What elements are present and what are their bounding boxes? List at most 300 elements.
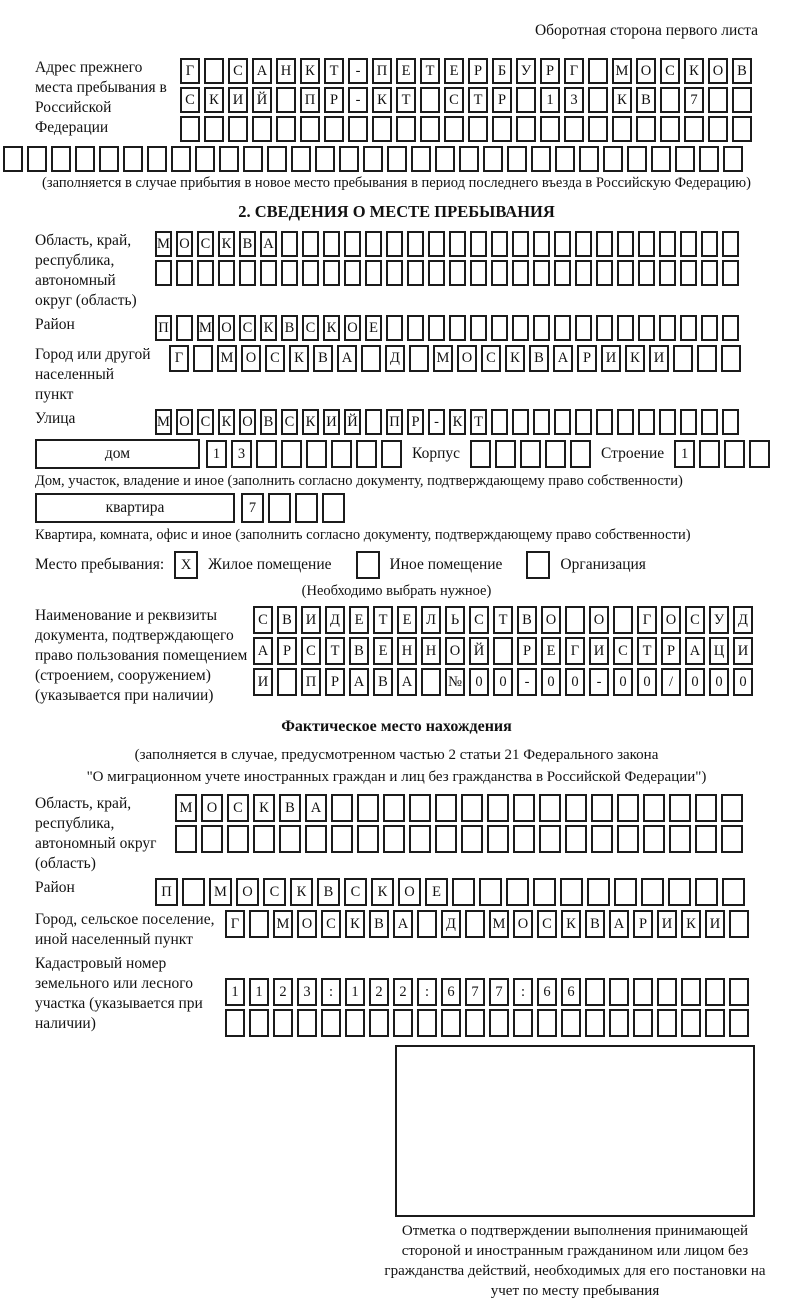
char-box[interactable] [302,231,319,257]
char-box[interactable]: П [372,58,392,84]
char-box[interactable]: С [469,606,489,634]
char-box[interactable]: А [253,637,273,665]
char-box[interactable]: М [273,910,293,938]
char-box[interactable] [596,315,613,341]
char-box[interactable] [281,440,302,468]
char-box[interactable]: Е [541,637,561,665]
char-box[interactable] [591,825,613,853]
char-box[interactable] [428,260,445,286]
char-box[interactable]: С [537,910,557,938]
char-box[interactable] [449,231,466,257]
char-box[interactable] [575,231,592,257]
char-box[interactable] [441,1009,461,1037]
char-box[interactable] [470,231,487,257]
char-box[interactable]: 0 [733,668,753,696]
char-box[interactable] [749,440,770,468]
char-box[interactable] [357,825,379,853]
char-box[interactable]: В [279,794,301,822]
char-box[interactable]: В [281,315,298,341]
char-box[interactable] [659,315,676,341]
char-box[interactable]: Е [444,58,464,84]
char-box[interactable]: Е [373,637,393,665]
char-box[interactable] [564,116,584,142]
char-box[interactable]: 0 [613,668,633,696]
char-box[interactable] [513,825,535,853]
char-box[interactable] [701,231,718,257]
char-box[interactable] [276,116,296,142]
char-box[interactable] [470,260,487,286]
char-box[interactable] [387,146,407,172]
char-box[interactable] [75,146,95,172]
char-box[interactable] [701,409,718,435]
char-box[interactable]: 3 [297,978,317,1006]
char-box[interactable]: Т [420,58,440,84]
char-box[interactable]: А [260,231,277,257]
char-box[interactable] [575,315,592,341]
char-box[interactable]: 6 [561,978,581,1006]
char-box[interactable] [705,978,725,1006]
char-box[interactable]: М [209,878,232,906]
char-box[interactable]: К [218,409,235,435]
char-box[interactable] [273,1009,293,1037]
char-box[interactable]: 1 [674,440,695,468]
char-box[interactable] [617,315,634,341]
char-box[interactable] [489,1009,509,1037]
char-box[interactable] [660,116,680,142]
char-box[interactable] [699,440,720,468]
char-box[interactable] [588,116,608,142]
char-box[interactable]: Р [577,345,597,372]
char-box[interactable] [591,794,613,822]
char-box[interactable]: Н [397,637,417,665]
char-box[interactable] [680,315,697,341]
char-box[interactable] [732,116,752,142]
char-box[interactable] [579,146,599,172]
char-box[interactable] [344,260,361,286]
char-box[interactable] [268,493,291,523]
char-box[interactable]: - [428,409,445,435]
char-box[interactable] [365,409,382,435]
char-box[interactable] [638,260,655,286]
char-box[interactable]: Е [396,58,416,84]
char-box[interactable] [633,1009,653,1037]
char-box[interactable] [428,231,445,257]
char-box[interactable] [204,116,224,142]
char-box[interactable] [695,825,717,853]
char-box[interactable] [386,260,403,286]
char-box[interactable] [561,1009,581,1037]
char-box[interactable] [493,637,513,665]
char-box[interactable] [613,606,633,634]
char-box[interactable] [363,146,383,172]
char-box[interactable] [539,794,561,822]
char-box[interactable] [537,1009,557,1037]
char-box[interactable]: Г [637,606,657,634]
char-box[interactable] [533,260,550,286]
char-box[interactable] [554,260,571,286]
char-box[interactable] [617,825,639,853]
char-box[interactable]: : [417,978,437,1006]
char-box[interactable]: 0 [685,668,705,696]
char-box[interactable] [681,1009,701,1037]
char-box[interactable]: К [684,58,704,84]
char-box[interactable] [585,1009,605,1037]
char-box[interactable]: О [589,606,609,634]
char-box[interactable] [533,409,550,435]
char-box[interactable]: / [661,668,681,696]
char-box[interactable] [339,146,359,172]
char-box[interactable] [657,978,677,1006]
char-box[interactable] [365,260,382,286]
char-box[interactable]: А [393,910,413,938]
char-box[interactable]: У [709,606,729,634]
char-box[interactable]: О [241,345,261,372]
char-box[interactable] [365,231,382,257]
char-box[interactable]: Г [180,58,200,84]
organization-checkbox[interactable] [526,551,550,579]
char-box[interactable]: 3 [564,87,584,113]
char-box[interactable]: О [541,606,561,634]
char-box[interactable] [155,260,172,286]
char-box[interactable] [256,440,277,468]
char-box[interactable] [435,146,455,172]
char-box[interactable] [386,231,403,257]
char-box[interactable]: С [302,315,319,341]
char-box[interactable] [657,1009,677,1037]
char-box[interactable] [722,878,745,906]
char-box[interactable]: В [313,345,333,372]
char-box[interactable] [729,978,749,1006]
char-box[interactable] [417,1009,437,1037]
char-box[interactable]: Г [565,637,585,665]
char-box[interactable]: О [661,606,681,634]
char-box[interactable]: С [180,87,200,113]
char-box[interactable]: Р [277,637,297,665]
char-box[interactable] [596,260,613,286]
char-box[interactable]: У [516,58,536,84]
char-box[interactable]: К [204,87,224,113]
char-box[interactable]: 0 [565,668,585,696]
char-box[interactable]: К [372,87,392,113]
char-box[interactable]: Т [325,637,345,665]
char-box[interactable]: Д [733,606,753,634]
char-box[interactable]: О [297,910,317,938]
char-box[interactable] [699,146,719,172]
char-box[interactable] [305,825,327,853]
char-box[interactable] [421,668,441,696]
char-box[interactable]: 7 [489,978,509,1006]
char-box[interactable]: С [660,58,680,84]
char-box[interactable]: Р [325,668,345,696]
char-box[interactable]: О [176,231,193,257]
char-box[interactable]: И [589,637,609,665]
char-box[interactable]: 2 [369,978,389,1006]
char-box[interactable] [684,116,704,142]
char-box[interactable]: - [348,87,368,113]
char-box[interactable]: А [305,794,327,822]
char-box[interactable]: К [290,878,313,906]
char-box[interactable] [428,315,445,341]
char-box[interactable]: К [323,315,340,341]
char-box[interactable] [449,315,466,341]
char-box[interactable] [175,825,197,853]
char-box[interactable] [636,116,656,142]
char-box[interactable]: Т [468,87,488,113]
char-box[interactable]: 7 [465,978,485,1006]
char-box[interactable] [680,231,697,257]
char-box[interactable] [260,260,277,286]
char-box[interactable] [516,116,536,142]
char-box[interactable]: М [489,910,509,938]
char-box[interactable] [638,315,655,341]
char-box[interactable]: Г [225,910,245,938]
char-box[interactable] [701,260,718,286]
char-box[interactable]: О [218,315,235,341]
char-box[interactable]: 2 [273,978,293,1006]
char-box[interactable]: Д [385,345,405,372]
char-box[interactable]: Т [396,87,416,113]
char-box[interactable]: С [197,231,214,257]
char-box[interactable] [669,794,691,822]
char-box[interactable]: С [253,606,273,634]
char-box[interactable] [361,345,381,372]
char-box[interactable]: И [323,409,340,435]
char-box[interactable]: А [252,58,272,84]
char-box[interactable] [675,146,695,172]
char-box[interactable]: Т [637,637,657,665]
char-box[interactable]: Е [365,315,382,341]
char-box[interactable]: М [175,794,197,822]
char-box[interactable] [554,315,571,341]
char-box[interactable] [204,58,224,84]
char-box[interactable] [483,146,503,172]
char-box[interactable] [520,440,541,468]
char-box[interactable] [356,440,377,468]
char-box[interactable] [554,409,571,435]
char-box[interactable] [201,825,223,853]
char-box[interactable]: С [685,606,705,634]
char-box[interactable] [643,825,665,853]
char-box[interactable]: - [589,668,609,696]
char-box[interactable] [603,146,623,172]
char-box[interactable] [281,260,298,286]
char-box[interactable] [596,409,613,435]
char-box[interactable] [420,87,440,113]
char-box[interactable] [176,260,193,286]
char-box[interactable] [701,315,718,341]
char-box[interactable]: - [348,58,368,84]
char-box[interactable] [555,146,575,172]
char-box[interactable]: Р [633,910,653,938]
char-box[interactable]: С [444,87,464,113]
char-box[interactable]: Ь [445,606,465,634]
char-box[interactable]: 3 [231,440,252,468]
char-box[interactable] [513,794,535,822]
char-box[interactable] [176,315,193,341]
char-box[interactable] [627,146,647,172]
char-box[interactable]: А [337,345,357,372]
char-box[interactable]: Е [349,606,369,634]
char-box[interactable]: О [445,637,465,665]
char-box[interactable]: В [239,231,256,257]
char-box[interactable]: Е [397,606,417,634]
char-box[interactable] [420,116,440,142]
char-box[interactable] [722,315,739,341]
char-box[interactable] [722,231,739,257]
char-box[interactable] [297,1009,317,1037]
char-box[interactable]: С [321,910,341,938]
char-box[interactable]: И [601,345,621,372]
char-box[interactable] [27,146,47,172]
char-box[interactable] [195,146,215,172]
char-box[interactable] [588,87,608,113]
char-box[interactable]: Т [324,58,344,84]
char-box[interactable] [331,440,352,468]
char-box[interactable]: № [445,668,465,696]
char-box[interactable]: 0 [709,668,729,696]
char-box[interactable]: Д [441,910,461,938]
char-box[interactable] [697,345,717,372]
char-box[interactable] [344,231,361,257]
char-box[interactable]: В [277,606,297,634]
char-box[interactable]: К [302,409,319,435]
char-box[interactable]: А [685,637,705,665]
char-box[interactable] [617,409,634,435]
char-box[interactable] [409,825,431,853]
char-box[interactable]: Р [492,87,512,113]
char-box[interactable]: В [636,87,656,113]
char-box[interactable] [669,825,691,853]
char-box[interactable]: И [733,637,753,665]
char-box[interactable] [239,260,256,286]
char-box[interactable]: 1 [225,978,245,1006]
char-box[interactable] [461,794,483,822]
char-box[interactable] [51,146,71,172]
char-box[interactable] [491,409,508,435]
char-box[interactable] [461,825,483,853]
char-box[interactable]: П [300,87,320,113]
char-box[interactable] [249,910,269,938]
char-box[interactable] [295,493,318,523]
char-box[interactable]: 1 [540,87,560,113]
char-box[interactable] [306,440,327,468]
char-box[interactable] [444,116,464,142]
char-box[interactable] [512,260,529,286]
char-box[interactable] [612,116,632,142]
char-box[interactable]: П [155,878,178,906]
char-box[interactable] [323,231,340,257]
char-box[interactable]: Т [373,606,393,634]
char-box[interactable]: Н [276,58,296,84]
char-box[interactable]: И [705,910,725,938]
char-box[interactable]: И [228,87,248,113]
char-box[interactable] [243,146,263,172]
char-box[interactable] [435,825,457,853]
char-box[interactable] [659,409,676,435]
char-box[interactable] [587,878,610,906]
char-box[interactable] [673,345,693,372]
char-box[interactable] [470,315,487,341]
char-box[interactable] [331,794,353,822]
char-box[interactable]: И [301,606,321,634]
char-box[interactable]: С [197,409,214,435]
char-box[interactable] [323,260,340,286]
char-box[interactable] [651,146,671,172]
char-box[interactable]: В [517,606,537,634]
char-box[interactable] [596,231,613,257]
char-box[interactable]: 0 [637,668,657,696]
char-box[interactable] [721,794,743,822]
char-box[interactable]: - [517,668,537,696]
char-box[interactable] [617,794,639,822]
char-box[interactable]: С [263,878,286,906]
char-box[interactable] [123,146,143,172]
char-box[interactable]: 1 [206,440,227,468]
char-box[interactable] [533,231,550,257]
char-box[interactable]: 6 [537,978,557,1006]
char-box[interactable]: И [657,910,677,938]
char-box[interactable]: О [201,794,223,822]
char-box[interactable]: Б [492,58,512,84]
char-box[interactable] [345,1009,365,1037]
char-box[interactable] [722,260,739,286]
char-box[interactable] [277,668,297,696]
char-box[interactable]: И [649,345,669,372]
char-box[interactable] [470,440,491,468]
char-box[interactable]: Д [325,606,345,634]
char-box[interactable] [487,794,509,822]
char-box[interactable] [609,978,629,1006]
char-box[interactable]: В [317,878,340,906]
char-box[interactable]: П [301,668,321,696]
char-box[interactable]: С [239,315,256,341]
char-box[interactable] [386,315,403,341]
char-box[interactable]: Т [470,409,487,435]
char-box[interactable] [680,260,697,286]
char-box[interactable] [3,146,23,172]
char-box[interactable] [516,87,536,113]
char-box[interactable] [281,231,298,257]
char-box[interactable] [491,260,508,286]
char-box[interactable] [459,146,479,172]
char-box[interactable] [468,116,488,142]
char-box[interactable] [723,146,743,172]
char-box[interactable] [641,878,664,906]
char-box[interactable] [465,910,485,938]
char-box[interactable] [276,87,296,113]
char-box[interactable] [575,409,592,435]
char-box[interactable]: Ц [709,637,729,665]
char-box[interactable]: С [227,794,249,822]
char-box[interactable] [322,493,345,523]
char-box[interactable] [539,825,561,853]
char-box[interactable] [171,146,191,172]
house-type-box[interactable]: дом [35,439,200,469]
char-box[interactable] [300,116,320,142]
char-box[interactable]: Н [421,637,441,665]
char-box[interactable] [267,146,287,172]
char-box[interactable]: К [371,878,394,906]
char-box[interactable] [554,231,571,257]
char-box[interactable] [193,345,213,372]
char-box[interactable]: Р [517,637,537,665]
char-box[interactable] [372,116,392,142]
char-box[interactable]: О [398,878,421,906]
char-box[interactable]: К [260,315,277,341]
char-box[interactable] [533,878,556,906]
char-box[interactable] [695,878,718,906]
char-box[interactable]: Е [425,878,448,906]
